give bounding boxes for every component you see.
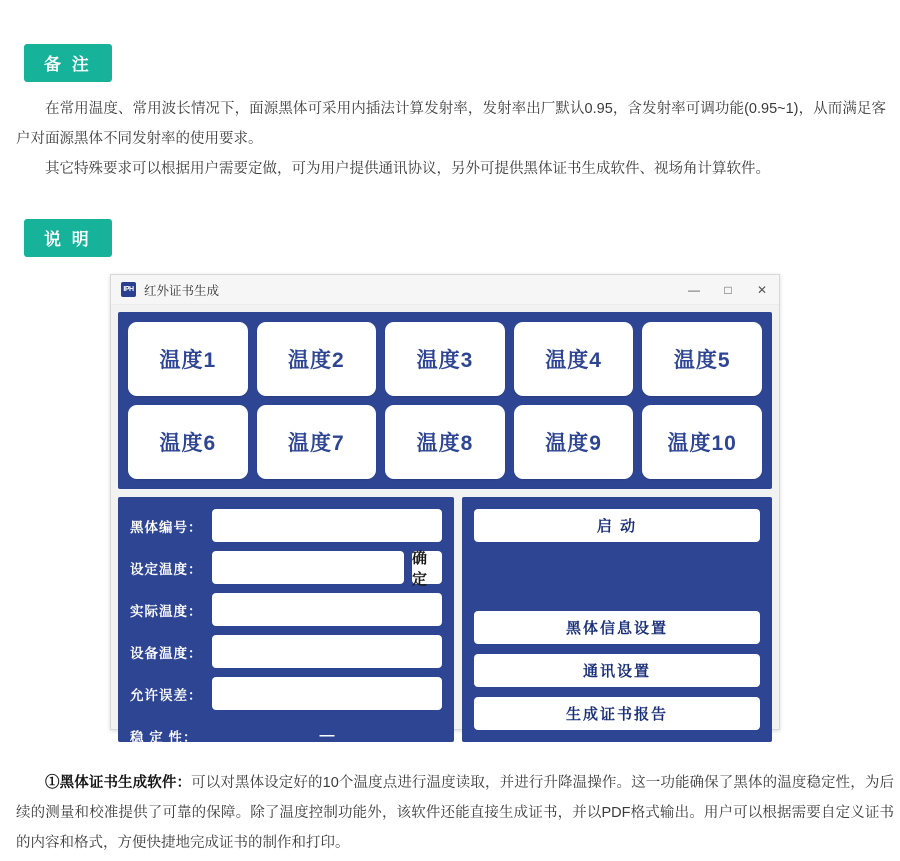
app-title: 红外证书生成: [144, 283, 220, 298]
temp-button-3[interactable]: 温度3: [385, 322, 505, 396]
form-row-stability: [130, 719, 442, 752]
form-row-device-temperature: [130, 635, 442, 668]
app-window: [110, 274, 780, 745]
section-title-remarks: 备 注: [24, 44, 112, 82]
stability-value: —: [319, 727, 335, 744]
temp-button-6[interactable]: 温度6: [128, 405, 248, 479]
temp-button-2[interactable]: 温度2: [257, 322, 377, 396]
minimize-icon[interactable]: —: [688, 282, 700, 297]
blackbody-number-input[interactable]: [212, 509, 442, 542]
allowed-error-input[interactable]: [212, 677, 442, 710]
form-row-allowed-error: [130, 677, 442, 710]
window-controls: [677, 275, 779, 305]
set-temperature-input[interactable]: [212, 551, 404, 584]
communication-settings-button[interactable]: 通讯设置: [474, 654, 760, 687]
label-set-temperature: 设定温度：: [130, 561, 203, 577]
remarks-paragraph-2: 其它特殊要求可以根据用户需要定做，可为用户提供通讯协议，另外可提供黑体证书生成软件、视场角计算软件。: [45, 161, 770, 177]
description-body: 可以对黑体设定好的10个温度点进行温度读取，并进行升降温操作。这一功能确保了黑体的温度稳定性，为后续的测量和校准提供了可靠的保障。除了温度控制功能外，该软件还能直接生成证书，并以PDF格式输出。用户可以根据需要自定义证书的内容和格式，方便快捷地完成证书的制作和打印。: [16, 775, 895, 851]
section-title-description: 说 明: [24, 219, 112, 257]
app-logo-icon: IPH: [121, 282, 136, 297]
close-icon[interactable]: ✕: [756, 282, 768, 297]
title-bar: [111, 275, 779, 305]
temperature-button-grid: [118, 312, 772, 489]
action-spacer: [474, 542, 760, 611]
measurement-form-panel: [118, 497, 454, 745]
description-lead: ①黑体证书生成软件：: [45, 775, 192, 791]
form-row-blackbody-number: [130, 509, 442, 542]
temp-button-8[interactable]: 温度8: [385, 405, 505, 479]
temp-button-10[interactable]: 温度10: [642, 405, 762, 479]
temp-button-1[interactable]: 温度1: [128, 322, 248, 396]
maximize-icon[interactable]: □: [724, 282, 732, 297]
lower-area: [118, 497, 772, 745]
blackbody-info-settings-button[interactable]: 黑体信息设置: [474, 611, 760, 644]
action-panel: [462, 497, 772, 742]
description-paragraph: [16, 768, 894, 858]
label-stability: 稳 定 性：: [130, 729, 198, 745]
temp-button-5[interactable]: 温度5: [642, 322, 762, 396]
remarks-paragraph-1: 在常用温度、常用波长情况下，面源黑体可采用内插法计算发射率，发射率出厂默认0.95，含发射率可调功能(0.95~1)，从而满足客户对面源黑体不同发射率的使用要求。: [16, 101, 886, 147]
confirm-button[interactable]: 确定: [412, 551, 442, 584]
temp-button-4[interactable]: 温度4: [514, 322, 634, 396]
form-row-set-temperature: [130, 549, 442, 588]
temp-button-7[interactable]: 温度7: [257, 405, 377, 479]
form-row-actual-temperature: [130, 593, 442, 626]
temp-button-9[interactable]: 温度9: [514, 405, 634, 479]
label-allowed-error: 允许误差：: [130, 687, 203, 703]
generate-certificate-report-button[interactable]: 生成证书报告: [474, 697, 760, 730]
actual-temperature-input[interactable]: [212, 593, 442, 626]
label-device-temperature: 设备温度：: [130, 645, 203, 661]
label-actual-temperature: 实际温度：: [130, 603, 203, 619]
device-temperature-input[interactable]: [212, 635, 442, 668]
start-button[interactable]: 启 动: [474, 509, 760, 542]
label-blackbody-number: 黑体编号：: [130, 519, 203, 535]
